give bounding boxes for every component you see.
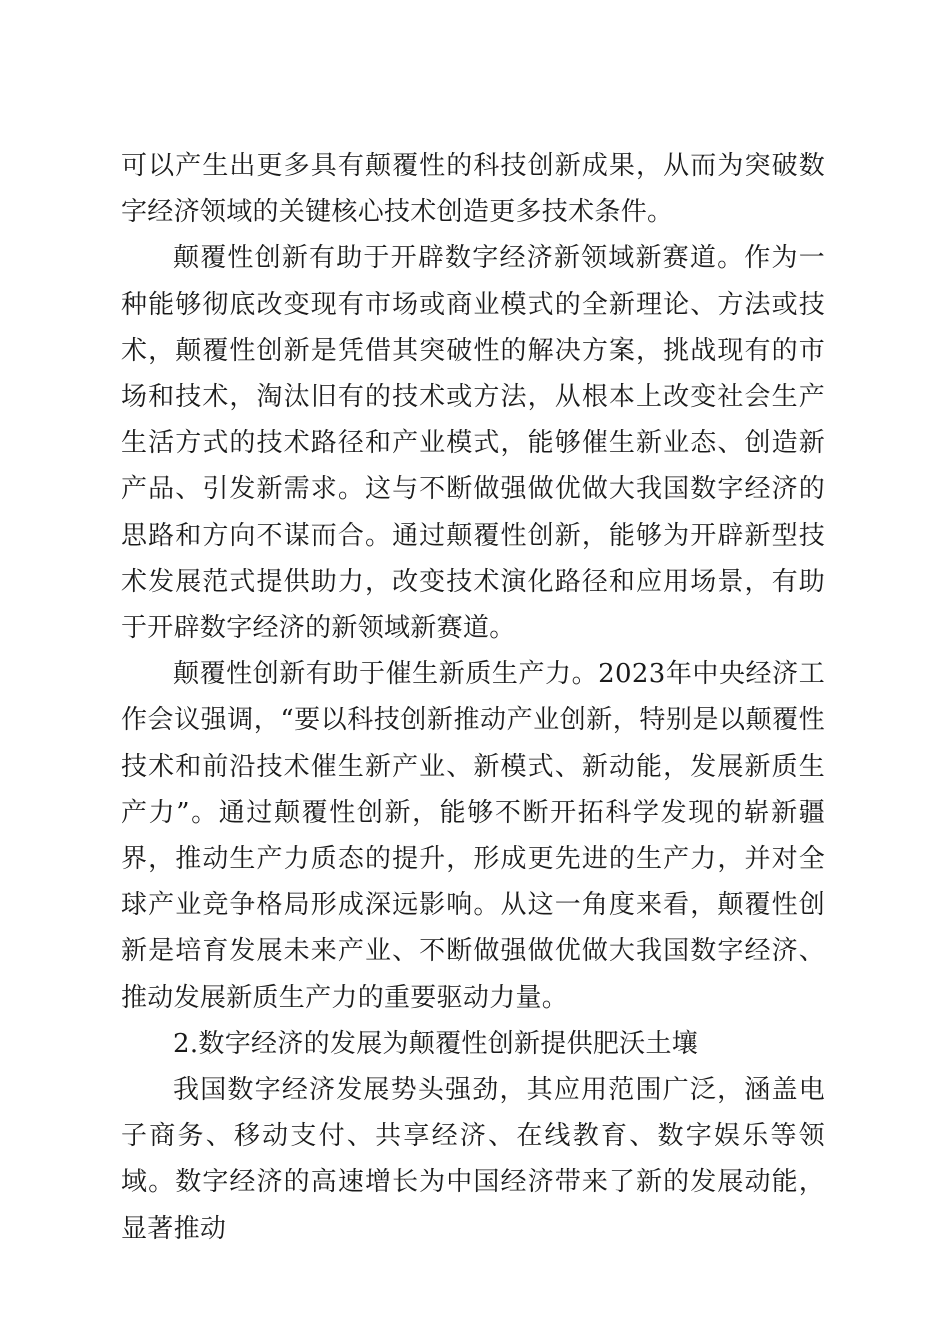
section-heading: 2.数字经济的发展为颠覆性创新提供肥沃土壤 (173, 1028, 699, 1059)
paragraph-digital-economy: 我国数字经济发展势头强劲，其应用范围广泛，涵盖电子商务、移动支付、共享经济、在线教育、数字娱乐等领域。数字经济的高速增长为中国经济带来了新的发展动能，显著推动 (121, 1075, 825, 1244)
paragraph-new-tracks: 颠覆性创新有助于开辟数字经济新领域新赛道。作为一种能够彻底改变现有市场或商业模式的全新理论、方法或技术，颠覆性创新是凭借其突破性的解决方案，挑战现有的市场和技术，淘汰旧有的技术或方法，从根本上改变社会生产生活方式的技术路径和产业模式，能够催生新业态、创造新产品、引发新需求。这与不断做强做优做大我国数字经济的思路和方向不谋而合。通过颠覆性创新，能够为开辟新型技术发展范式提供助力，改变技术演化路径和应用场景，有助于开辟数字经济的新领域新赛道。 (121, 243, 825, 644)
document-body (121, 143, 825, 1252)
paragraph-continuation: 可以产生出更多具有颠覆性的科技创新成果，从而为突破数字经济领域的关键核心技术创造更多技术条件。 (121, 151, 825, 228)
paragraph-new-productivity: 颠覆性创新有助于催生新质生产力。2023年中央经济工作会议强调，“要以科技创新推动产业创新，特别是以颠覆性技术和前沿技术催生新产业、新模式、新动能，发展新质生产力”。通过颠覆性创新，能够不断开拓科学发现的崭新疆界，推动生产力质态的提升，形成更先进的生产力，并对全球产业竞争格局形成深远影响。从这一角度来看，颠覆性创新是培育发展未来产业、不断做强做优做大我国数字经济、推动发展新质生产力的重要驱动力量。 (121, 659, 825, 1013)
